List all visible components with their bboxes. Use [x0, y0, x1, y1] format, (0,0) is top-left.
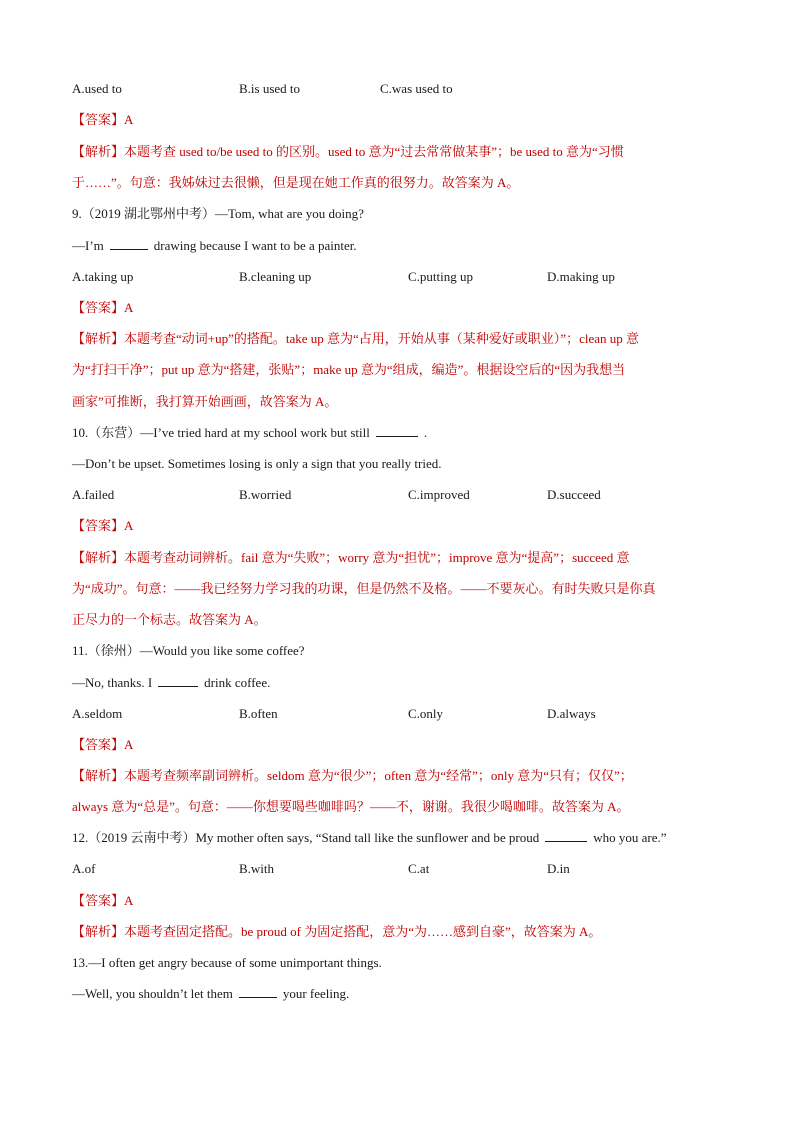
q10-analysis-line-3: 正尽力的一个标志。故答案为 A。	[72, 612, 267, 627]
q11-option-b: B.often	[239, 706, 278, 721]
q9-analysis-line-1: 【解析】本题考查“动词+up”的搭配。take up 意为“占用，开始从事（某种爱好或职业）”；clean up 意	[72, 331, 640, 346]
q13-blank	[239, 985, 277, 998]
q11-line-2: —No, thanks. I drink coffee.	[72, 675, 271, 690]
q9-option-b: B.cleaning up	[239, 269, 312, 284]
q8-answer: 【答案】A	[72, 112, 134, 127]
q13-stem: 13.—I often get angry because of some unimportant things.	[72, 955, 382, 970]
q9-line-2: —I’m drawing because I want to be a painter.	[72, 238, 357, 253]
q11-option-c: C.only	[408, 706, 444, 721]
q11-option-a: A.seldom	[72, 706, 123, 721]
q8-analysis-line-1: 【解析】本题考查 used to/be used to 的区别。used to 意为“过去常常做某事”；be used to 意为“习惯	[72, 144, 624, 159]
q8-analysis-line-2: 于……”。句意：我姊妹过去很懒，但是现在她工作真的很努力。故答案为 A。	[72, 175, 520, 190]
q9-option-d: D.making up	[547, 269, 615, 284]
q13-line-2: —Well, you shouldn’t let them your feeling.	[72, 986, 350, 1001]
q8-option-b: B.is used to	[239, 81, 301, 96]
q11-stem: 11.（徐州）—Would you like some coffee?	[72, 643, 305, 658]
q9-option-a: A.taking up	[72, 269, 134, 284]
q9-option-c: C.putting up	[408, 269, 474, 284]
q12-answer: 【答案】A	[72, 893, 134, 908]
q9-analysis-line-3: 画家”可推断，我打算开始画画，故答案为 A。	[72, 394, 338, 409]
q10-analysis-line-1: 【解析】本题考查动词辨析。fail 意为“失败”；worry 意为“担忧”；improve 意为“提高”；succeed 意	[72, 550, 630, 565]
q12-option-b: B.with	[239, 861, 275, 876]
q12-blank	[545, 829, 587, 842]
q11-blank	[158, 674, 198, 687]
q10-line-2: —Don’t be upset. Sometimes losing is only a sign that you really tried.	[72, 456, 442, 471]
q12-option-a: A.of	[72, 861, 96, 876]
q9-blank	[110, 237, 148, 250]
q12-option-d: D.in	[547, 861, 570, 876]
q10-stem: 10.（东营）—I’ve tried hard at my school work but still .	[72, 425, 428, 440]
q11-answer: 【答案】A	[72, 737, 134, 752]
q10-analysis-line-2: 为“成功”。句意：——我已经努力学习我的功课，但是仍然不及格。——不要灰心。有时失败只是你真	[72, 581, 656, 596]
q12-analysis-line-1: 【解析】本题考查固定搭配。be proud of 为固定搭配，意为“为……感到自豪”，故答案为 A。	[72, 924, 602, 939]
q9-stem: 9.（2019 湖北鄂州中考）—Tom, what are you doing?	[72, 206, 364, 221]
q8-option-a: A.used to	[72, 81, 122, 96]
q12-option-c: C.at	[408, 861, 430, 876]
q10-option-b: B.worried	[239, 487, 292, 502]
q10-blank	[376, 424, 418, 437]
q10-option-c: C.improved	[408, 487, 470, 502]
q11-option-d: D.always	[547, 706, 596, 721]
q8-option-c: C.was used to	[380, 81, 453, 96]
q11-analysis-line-2: always 意为“总是”。句意：——你想要喝些咖啡吗？——不，谢谢。我很少喝咖啡。故答案为 A。	[72, 799, 630, 814]
q12-stem: 12.（2019 云南中考）My mother often says, “Stand tall like the sunflower and be proud who you are.”	[72, 830, 667, 845]
q9-answer: 【答案】A	[72, 300, 134, 315]
q11-analysis-line-1: 【解析】本题考查频率副词辨析。seldom 意为“很少”；often 意为“经常”；only 意为“只有；仅仅”；	[72, 768, 633, 783]
q9-analysis-line-2: 为“打扫干净”；put up 意为“搭建，张贴”；make up 意为“组成，编造”。根据设空后的“因为我想当	[72, 362, 626, 377]
q10-option-a: A.failed	[72, 487, 115, 502]
q10-option-d: D.succeed	[547, 487, 601, 502]
q10-answer: 【答案】A	[72, 518, 134, 533]
